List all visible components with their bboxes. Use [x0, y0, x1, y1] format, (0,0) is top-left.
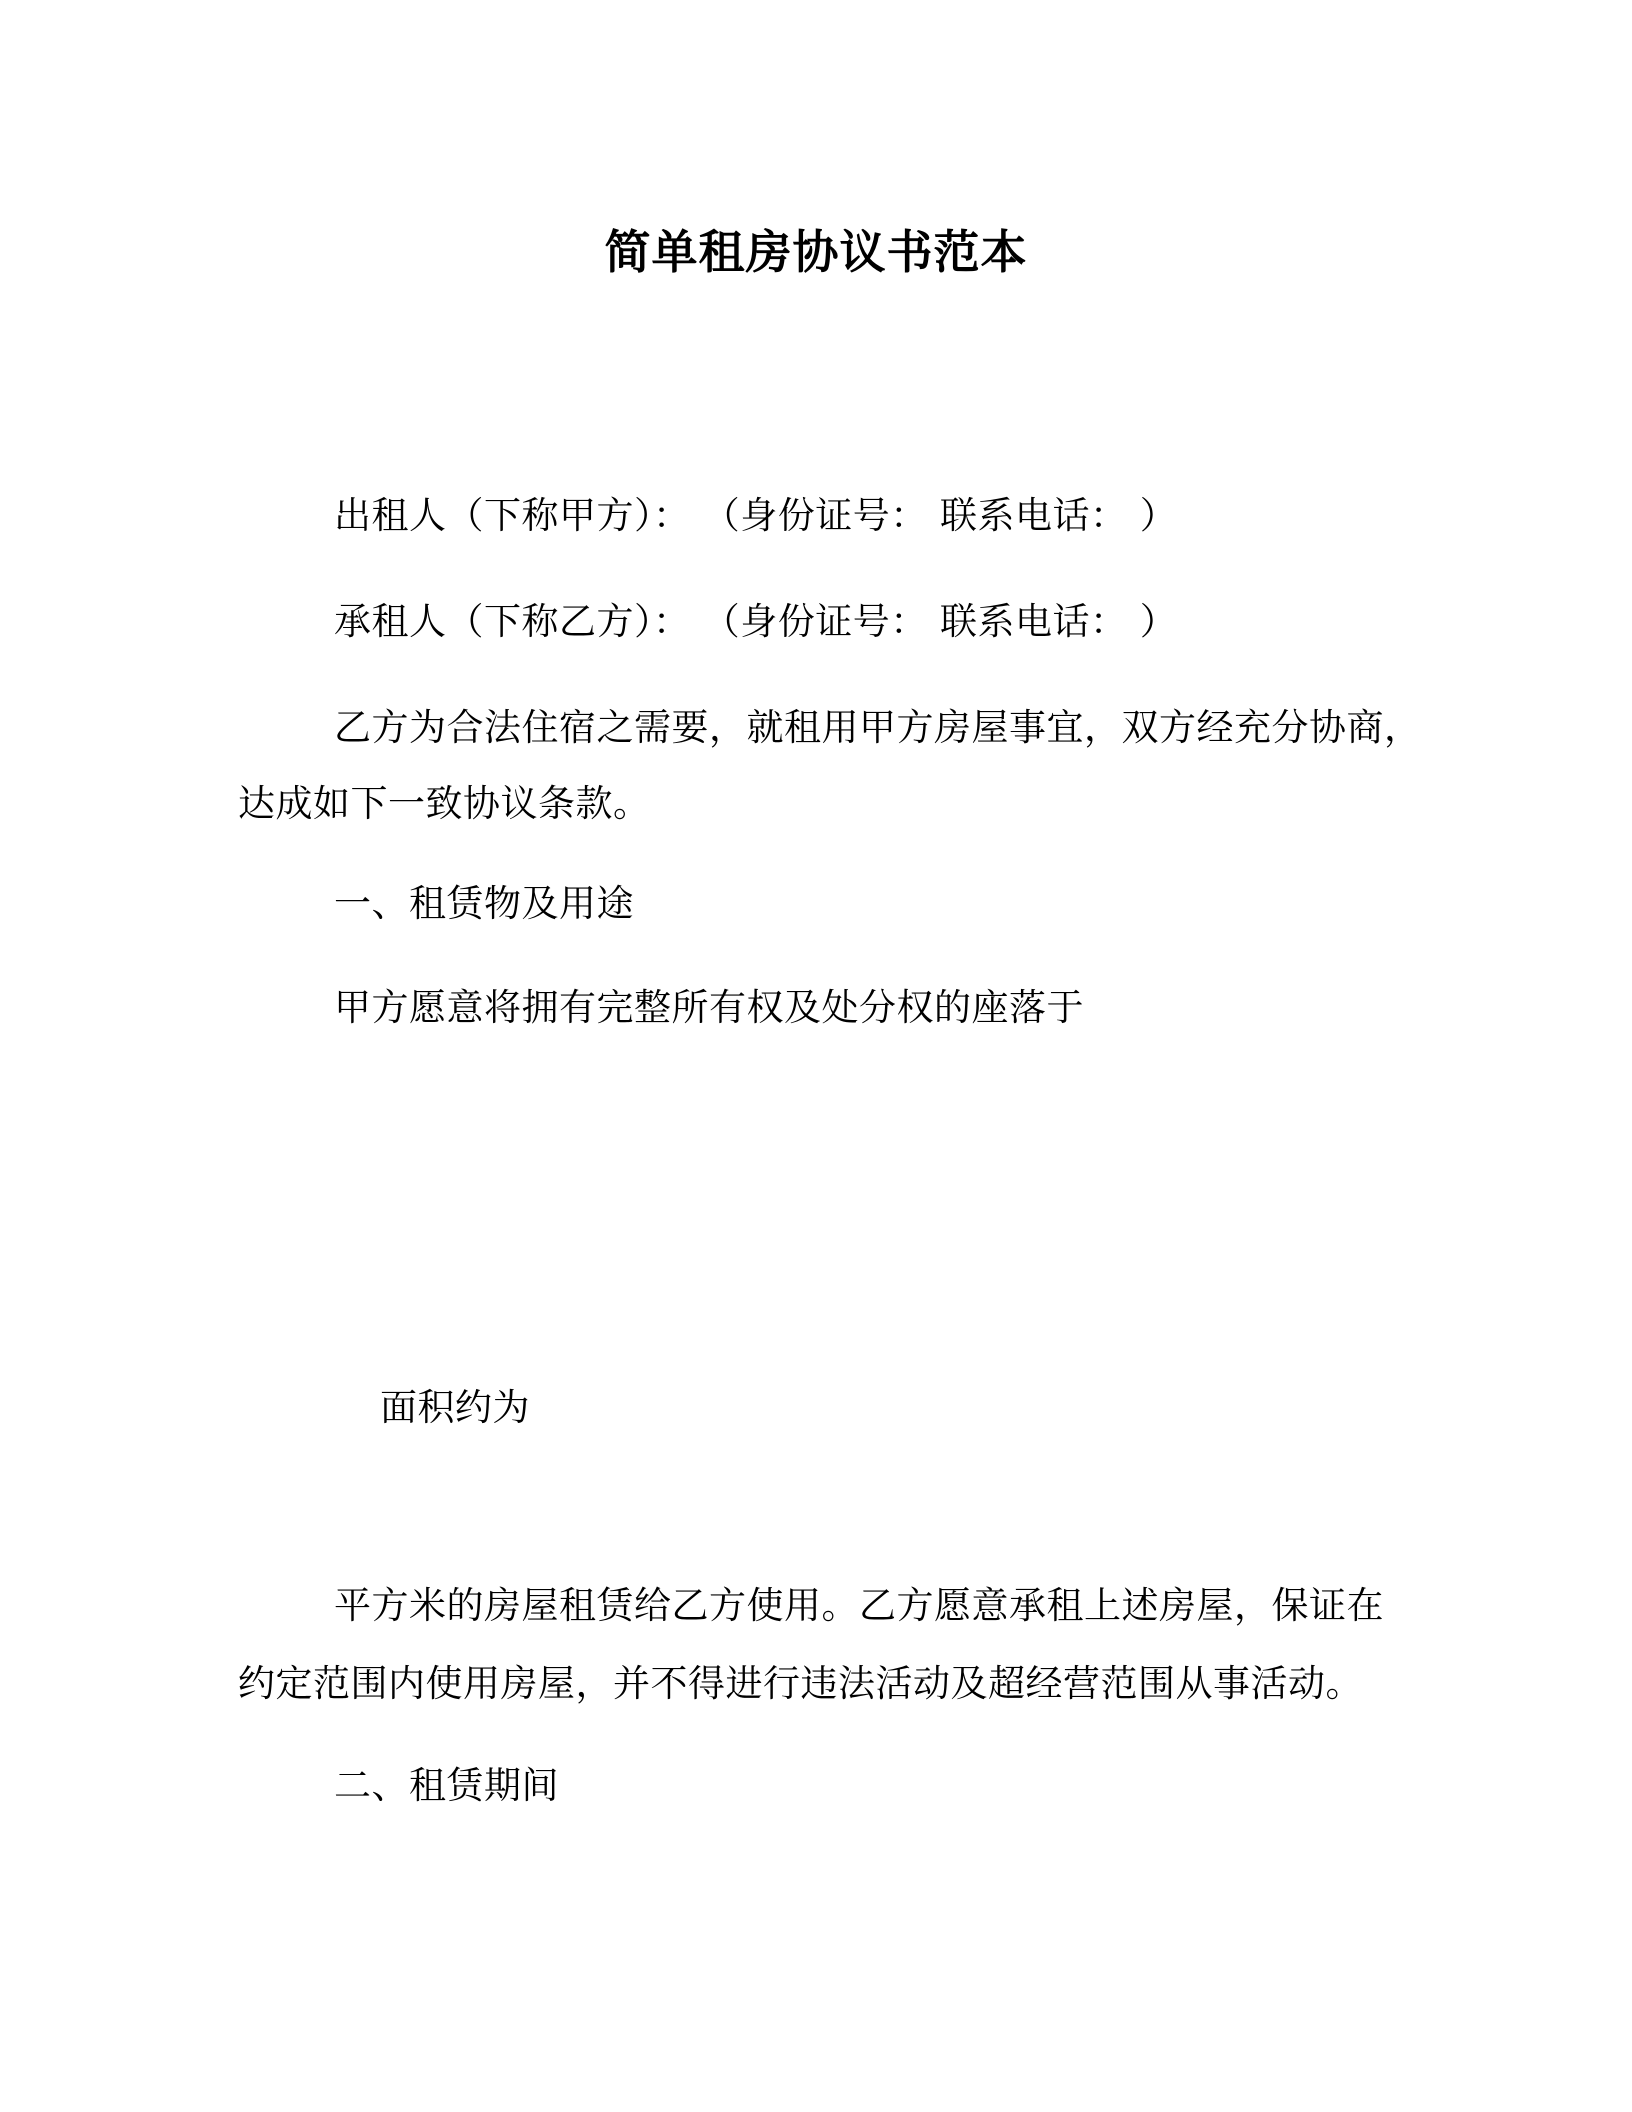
section-1-line-3: 约定范围内使用房屋，并不得进行违法活动及超经营范围从事活动。	[238, 1662, 1363, 1705]
document-title: 简单租房协议书范本	[604, 225, 1028, 279]
area-label: 面积约为	[380, 1386, 530, 1429]
intro-paragraph-line-1: 乙方为合法住宿之需要，就租用甲方房屋事宜，双方经充分协商，	[334, 706, 1422, 749]
section-1-heading: 一、租赁物及用途	[334, 882, 634, 925]
lessee-line: 承租人（下称乙方）： （身份证号： 联系电话： ）	[334, 600, 1178, 643]
section-1-line-2: 平方米的房屋租赁给乙方使用。乙方愿意承租上述房屋，保证在	[334, 1584, 1384, 1627]
intro-paragraph-line-2: 达成如下一致协议条款。	[238, 782, 651, 825]
lessor-line: 出租人（下称甲方）： （身份证号： 联系电话： ）	[334, 494, 1178, 537]
section-1-line-1: 甲方愿意将拥有完整所有权及处分权的座落于	[334, 986, 1084, 1029]
section-2-heading: 二、租赁期间	[334, 1764, 559, 1807]
